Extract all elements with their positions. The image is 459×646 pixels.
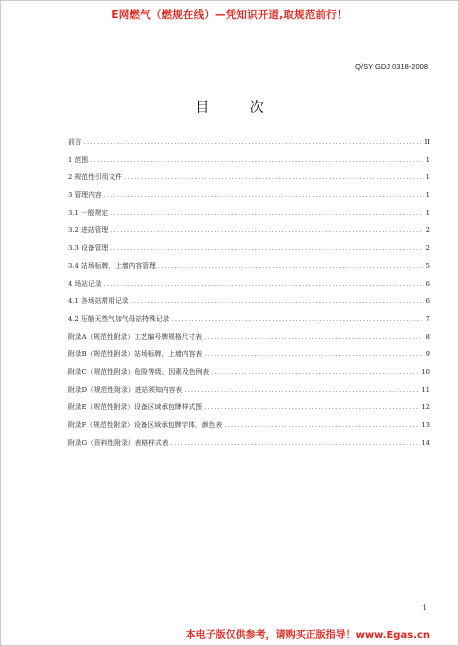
toc-entry-page: 7 [425,314,430,323]
toc-entry-label: 3.1 一般规定 [68,208,109,217]
toc-entry[interactable] [68,329,430,347]
toc-entry-page: 10 [421,367,430,376]
toc-leader-dots [131,293,422,311]
toc-leader-dots [184,382,419,400]
toc-entry-label: 附录D（规范性附录）进站须知内容表 [68,385,183,394]
toc-entry[interactable] [68,346,430,364]
page-number: 1 [422,604,427,612]
toc-entry-label: 附录A（规范性附录）工艺编号牌规格尺寸表 [68,332,203,341]
toc-entry-page: 1 [425,191,430,200]
toc-leader-dots [110,222,422,240]
toc-leader-dots [158,258,422,276]
toc-entry-page: II [424,138,430,146]
toc-leader-dots [204,329,422,347]
toc-entry-page: 2 [425,244,430,253]
toc-entry[interactable] [68,258,430,276]
top-banner: E网燃气（燃规在线）—凭知识开道,取规范前行！ [111,9,348,21]
toc-leader-dots [204,346,422,364]
toc-entry-page: 14 [421,438,430,447]
toc-list [68,134,430,452]
toc-leader-dots [104,187,422,205]
toc-entry-page: 8 [425,332,430,341]
toc-entry-page: 2 [425,226,430,235]
toc-entry-page: 6 [425,297,430,306]
toc-entry[interactable] [68,205,430,223]
toc-leader-dots [110,240,422,258]
toc-entry-page: 13 [421,421,430,429]
toc-entry[interactable] [68,187,430,205]
toc-entry[interactable] [68,276,430,294]
toc-entry-page: 5 [425,261,430,270]
toc-entry-page: 6 [425,279,430,288]
toc-entry-label: 附录E（规范性附录）设备区域承包牌样式图 [68,403,203,412]
toc-entry[interactable] [68,293,430,311]
toc-entry-label: 前言 [68,138,82,146]
toc-leader-dots [224,417,419,435]
toc-leader-dots [211,364,419,382]
toc-entry-label: 2 规范性引用文件 [68,173,123,182]
toc-entry-label: 1 范围 [68,155,89,164]
toc-entry[interactable] [68,152,430,170]
toc-leader-dots [90,152,422,170]
toc-leader-dots [84,134,422,152]
toc-leader-dots [104,276,422,294]
toc-entry[interactable] [68,399,430,417]
toc-entry[interactable] [68,417,430,435]
toc-entry[interactable] [68,382,430,400]
toc-title: 目 次 [195,100,282,116]
toc-entry[interactable] [68,364,430,382]
toc-entry-page: 11 [421,385,430,394]
toc-entry-label: 4.1 各场站常用记录 [68,297,129,306]
toc-entry[interactable] [68,169,430,187]
toc-entry-label: 3.4 站场标牌、上墙内容管理 [68,261,156,270]
toc-entry-label: 3.3 设备管理 [68,244,109,253]
toc-leader-dots [204,399,419,417]
toc-entry-page: 12 [421,403,430,412]
toc-entry[interactable] [68,311,430,329]
toc-entry[interactable] [68,435,430,453]
toc-entry-label: 4.2 压缩天然气加气母站特殊记录 [68,314,170,323]
toc-entry[interactable] [68,134,430,152]
toc-entry[interactable] [68,222,430,240]
toc-entry-label: 3 管理内容 [68,191,102,200]
toc-leader-dots [171,435,420,453]
toc-entry-label: 4 场站记录 [68,279,102,288]
toc-entry-label: 附录B（规范性附录）站场标牌、上墙内容表 [68,350,203,359]
toc-entry-page: 1 [425,155,430,164]
toc-leader-dots [171,311,422,329]
standard-code: Q/SY GDJ 0318-2008 [355,62,428,71]
toc-entry-label: 3.2 进站管理 [68,226,109,235]
bottom-banner: 本电子版仅供参考，请购买正版指导！www.Egas.cn [185,630,430,641]
toc-entry-label: 附录G（资料性附录）表格样式表 [68,438,169,447]
toc-entry-page: 9 [425,350,430,359]
toc-entry-label: 附录C（规范性附录）危险等级、因素及色例表 [68,367,210,376]
toc-entry-page: 1 [425,173,430,182]
toc-leader-dots [110,205,422,223]
toc-entry-page: 1 [425,208,430,217]
toc-entry[interactable] [68,240,430,258]
toc-entry-label: 附录F（规范性附录）设备区域承包牌字体、颜色表 [68,421,223,429]
toc-leader-dots [124,169,422,187]
